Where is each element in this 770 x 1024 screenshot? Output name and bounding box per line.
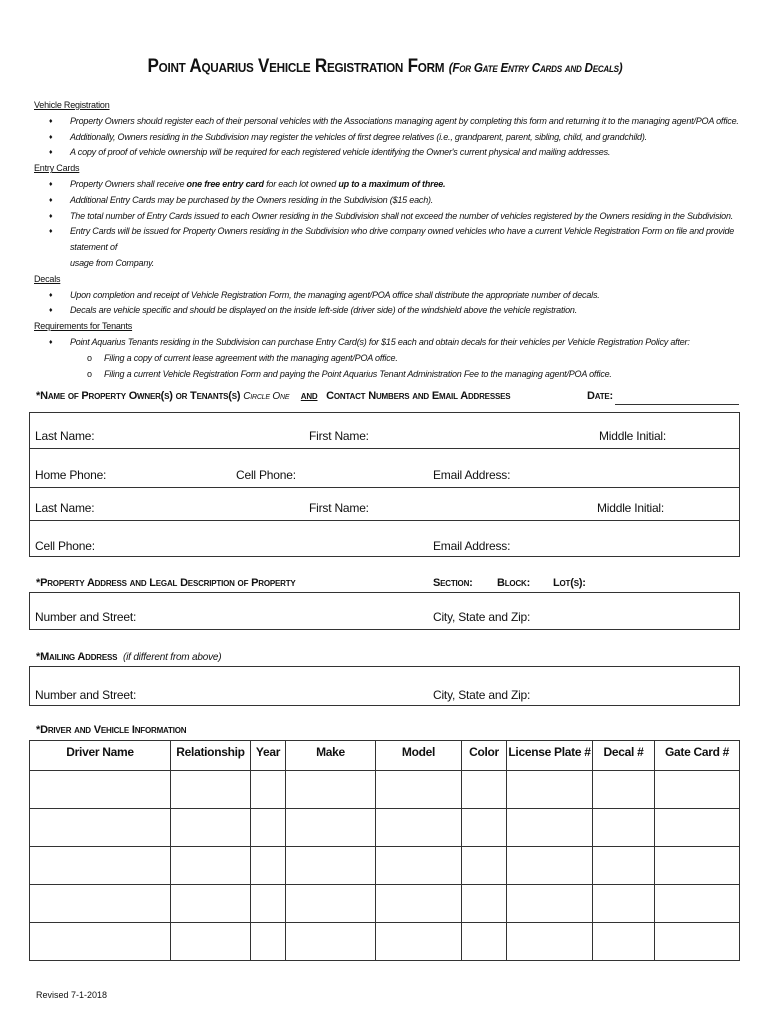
middle-initial-field[interactable]: Middle Initial: (599, 429, 667, 443)
col-driver-name: Driver Name (30, 741, 171, 771)
heading-tenants: Requirements for Tenants (34, 321, 133, 332)
heading-decals: Decals (34, 273, 61, 284)
email-field[interactable]: Email Address: (433, 468, 511, 482)
list-item: ♦ Upon completion and receipt of Vehicle Registration Form, the managing agent/POA office shall distribute the appropriate number of decals. (34, 288, 750, 304)
vehicle-section-header: *Driver and Vehicle Information (36, 724, 187, 736)
table-cell[interactable] (507, 809, 593, 847)
table-cell[interactable] (593, 885, 655, 923)
table-cell[interactable] (655, 771, 740, 809)
table-cell[interactable] (462, 885, 507, 923)
table-row (30, 809, 740, 847)
table-cell[interactable] (251, 809, 286, 847)
title-sub: (For Gate Entry Cards and Decals) (448, 60, 623, 75)
col-color: Color (462, 741, 507, 771)
list-item: ♦ Additionally, Owners residing in the Subdivision may register the vehicles of first degree relatives (i.e., grandparent, parent, sibling, child, and grandchild). (34, 130, 750, 146)
table-cell[interactable] (507, 923, 593, 961)
table-cell[interactable] (171, 923, 251, 961)
heading-entry-cards: Entry Cards (34, 163, 80, 174)
list-item: ♦ Decals are vehicle specific and should be displayed on the inside left-side (driver side) of the windshield above the vehicle registration. (34, 303, 750, 319)
divider (29, 520, 740, 521)
divider (29, 487, 740, 488)
table-cell[interactable] (376, 923, 462, 961)
date-line[interactable] (615, 404, 739, 405)
last-name-field[interactable]: Last Name: (35, 429, 95, 443)
table-row (30, 771, 740, 809)
table-cell[interactable] (171, 885, 251, 923)
lots-label: Lot(s): (553, 577, 586, 589)
list-item: ♦ Entry Cards will be issued for Property Owners residing in the Subdivision who drive company owned vehicles who have a current Vehicle Registration Form on file and provide statement of (34, 224, 750, 256)
table-cell[interactable] (286, 923, 376, 961)
owners-section-header: *Name of Property Owner(s) or Tenants(s) Circle One and Contact Numbers and Email Addresses (36, 390, 511, 402)
table-cell[interactable] (507, 771, 593, 809)
home-phone-field[interactable]: Home Phone: (35, 468, 107, 482)
table-cell[interactable] (593, 771, 655, 809)
table-cell[interactable] (462, 809, 507, 847)
list-item: ♦ The total number of Entry Cards issued to each Owner residing in the Subdivision shall not exceed the number of vehicles registered by the Owners residing in the Subdivision. (34, 209, 750, 225)
table-cell[interactable] (462, 771, 507, 809)
table-cell[interactable] (462, 847, 507, 885)
cell-phone-field[interactable]: Cell Phone: (236, 468, 296, 482)
mailing-street-field[interactable]: Number and Street: (35, 688, 137, 702)
col-model: Model (376, 741, 462, 771)
table-cell[interactable] (286, 847, 376, 885)
email-field-2[interactable]: Email Address: (433, 539, 511, 553)
table-cell[interactable] (251, 885, 286, 923)
table-cell[interactable] (251, 847, 286, 885)
table-cell[interactable] (251, 771, 286, 809)
list-item-continuation: usage from Company. (70, 257, 155, 268)
property-city-field[interactable]: City, State and Zip: (433, 610, 531, 624)
col-year: Year (251, 741, 286, 771)
table-header-row (30, 741, 740, 771)
list-item: ♦ A copy of proof of vehicle ownership will be required for each registered vehicle identifying the Owner's current physical and mailing addresses. (34, 145, 750, 161)
table-cell[interactable] (507, 885, 593, 923)
table-cell[interactable] (30, 885, 171, 923)
table-cell[interactable] (171, 771, 251, 809)
mailing-city-field[interactable]: City, State and Zip: (433, 688, 531, 702)
table-cell[interactable] (30, 847, 171, 885)
table-cell[interactable] (507, 847, 593, 885)
table-cell[interactable] (376, 809, 462, 847)
table-cell[interactable] (376, 847, 462, 885)
last-name-field-2[interactable]: Last Name: (35, 501, 95, 515)
mailing-section-header: *Mailing Address (if different from above) (36, 651, 222, 663)
list-item: ♦ Property Owners should register each of their personal vehicles with the Associations managing agent by completing this form and returning it to the managing agent/POA office. (34, 114, 750, 130)
list-item: ♦ Point Aquarius Tenants residing in the Subdivision can purchase Entry Card(s) for $15 each and obtain decals for their vehicles per Vehicle Registration Policy after: (34, 335, 750, 351)
heading-vehicle-registration: Vehicle Registration (34, 100, 110, 110)
table-cell[interactable] (593, 923, 655, 961)
table-cell[interactable] (655, 923, 740, 961)
cell-phone-field-2[interactable]: Cell Phone: (35, 539, 95, 553)
table-cell[interactable] (376, 885, 462, 923)
block-label: Block: (497, 577, 531, 589)
list-item: ♦ Additional Entry Cards may be purchased by the Owners residing in the Subdivision ($15 each). (34, 193, 750, 209)
date-label: Date: (587, 390, 614, 402)
table-cell[interactable] (462, 923, 507, 961)
divider (29, 448, 740, 449)
first-name-field-2[interactable]: First Name: (309, 501, 369, 515)
table-cell[interactable] (593, 809, 655, 847)
property-street-field[interactable]: Number and Street: (35, 610, 137, 624)
table-cell[interactable] (30, 923, 171, 961)
table-cell[interactable] (171, 847, 251, 885)
table-cell[interactable] (655, 847, 740, 885)
table-cell[interactable] (376, 771, 462, 809)
sub-list-item: o Filing a current Vehicle Registration Form and paying the Point Aquarius Tenant Administration Fee to the managing agent/POA office. (34, 367, 750, 383)
first-name-field[interactable]: First Name: (309, 429, 369, 443)
list-item: ♦ Property Owners shall receive one free entry card for each lot owned up to a maximum of three. (34, 177, 750, 193)
revised-date: Revised 7-1-2018 (36, 990, 108, 1000)
col-make: Make (286, 741, 376, 771)
section-label: Section: (433, 577, 473, 589)
table-cell[interactable] (655, 809, 740, 847)
vehicle-table (29, 740, 740, 961)
sub-list-item: o Filing a copy of current lease agreement with the managing agent/POA office. (34, 351, 750, 367)
table-row (30, 847, 740, 885)
col-decal: Decal # (593, 741, 655, 771)
table-cell[interactable] (30, 771, 171, 809)
table-cell[interactable] (171, 809, 251, 847)
table-cell[interactable] (30, 809, 171, 847)
table-cell[interactable] (251, 923, 286, 961)
table-row (30, 885, 740, 923)
col-relationship: Relationship (171, 741, 251, 771)
middle-initial-field-2[interactable]: Middle Initial: (597, 501, 665, 515)
table-cell[interactable] (286, 771, 376, 809)
title-main: Point Aquarius Vehicle Registration Form (147, 56, 445, 77)
table-cell[interactable] (286, 809, 376, 847)
table-cell[interactable] (593, 847, 655, 885)
table-row (30, 923, 740, 961)
col-license-plate: License Plate # (507, 741, 593, 771)
col-gate-card: Gate Card # (655, 741, 740, 771)
instructions (34, 98, 750, 382)
table-cell[interactable] (286, 885, 376, 923)
table-cell[interactable] (655, 885, 740, 923)
page-title (39, 56, 732, 78)
property-section-header: *Property Address and Legal Description of Property (36, 577, 296, 589)
